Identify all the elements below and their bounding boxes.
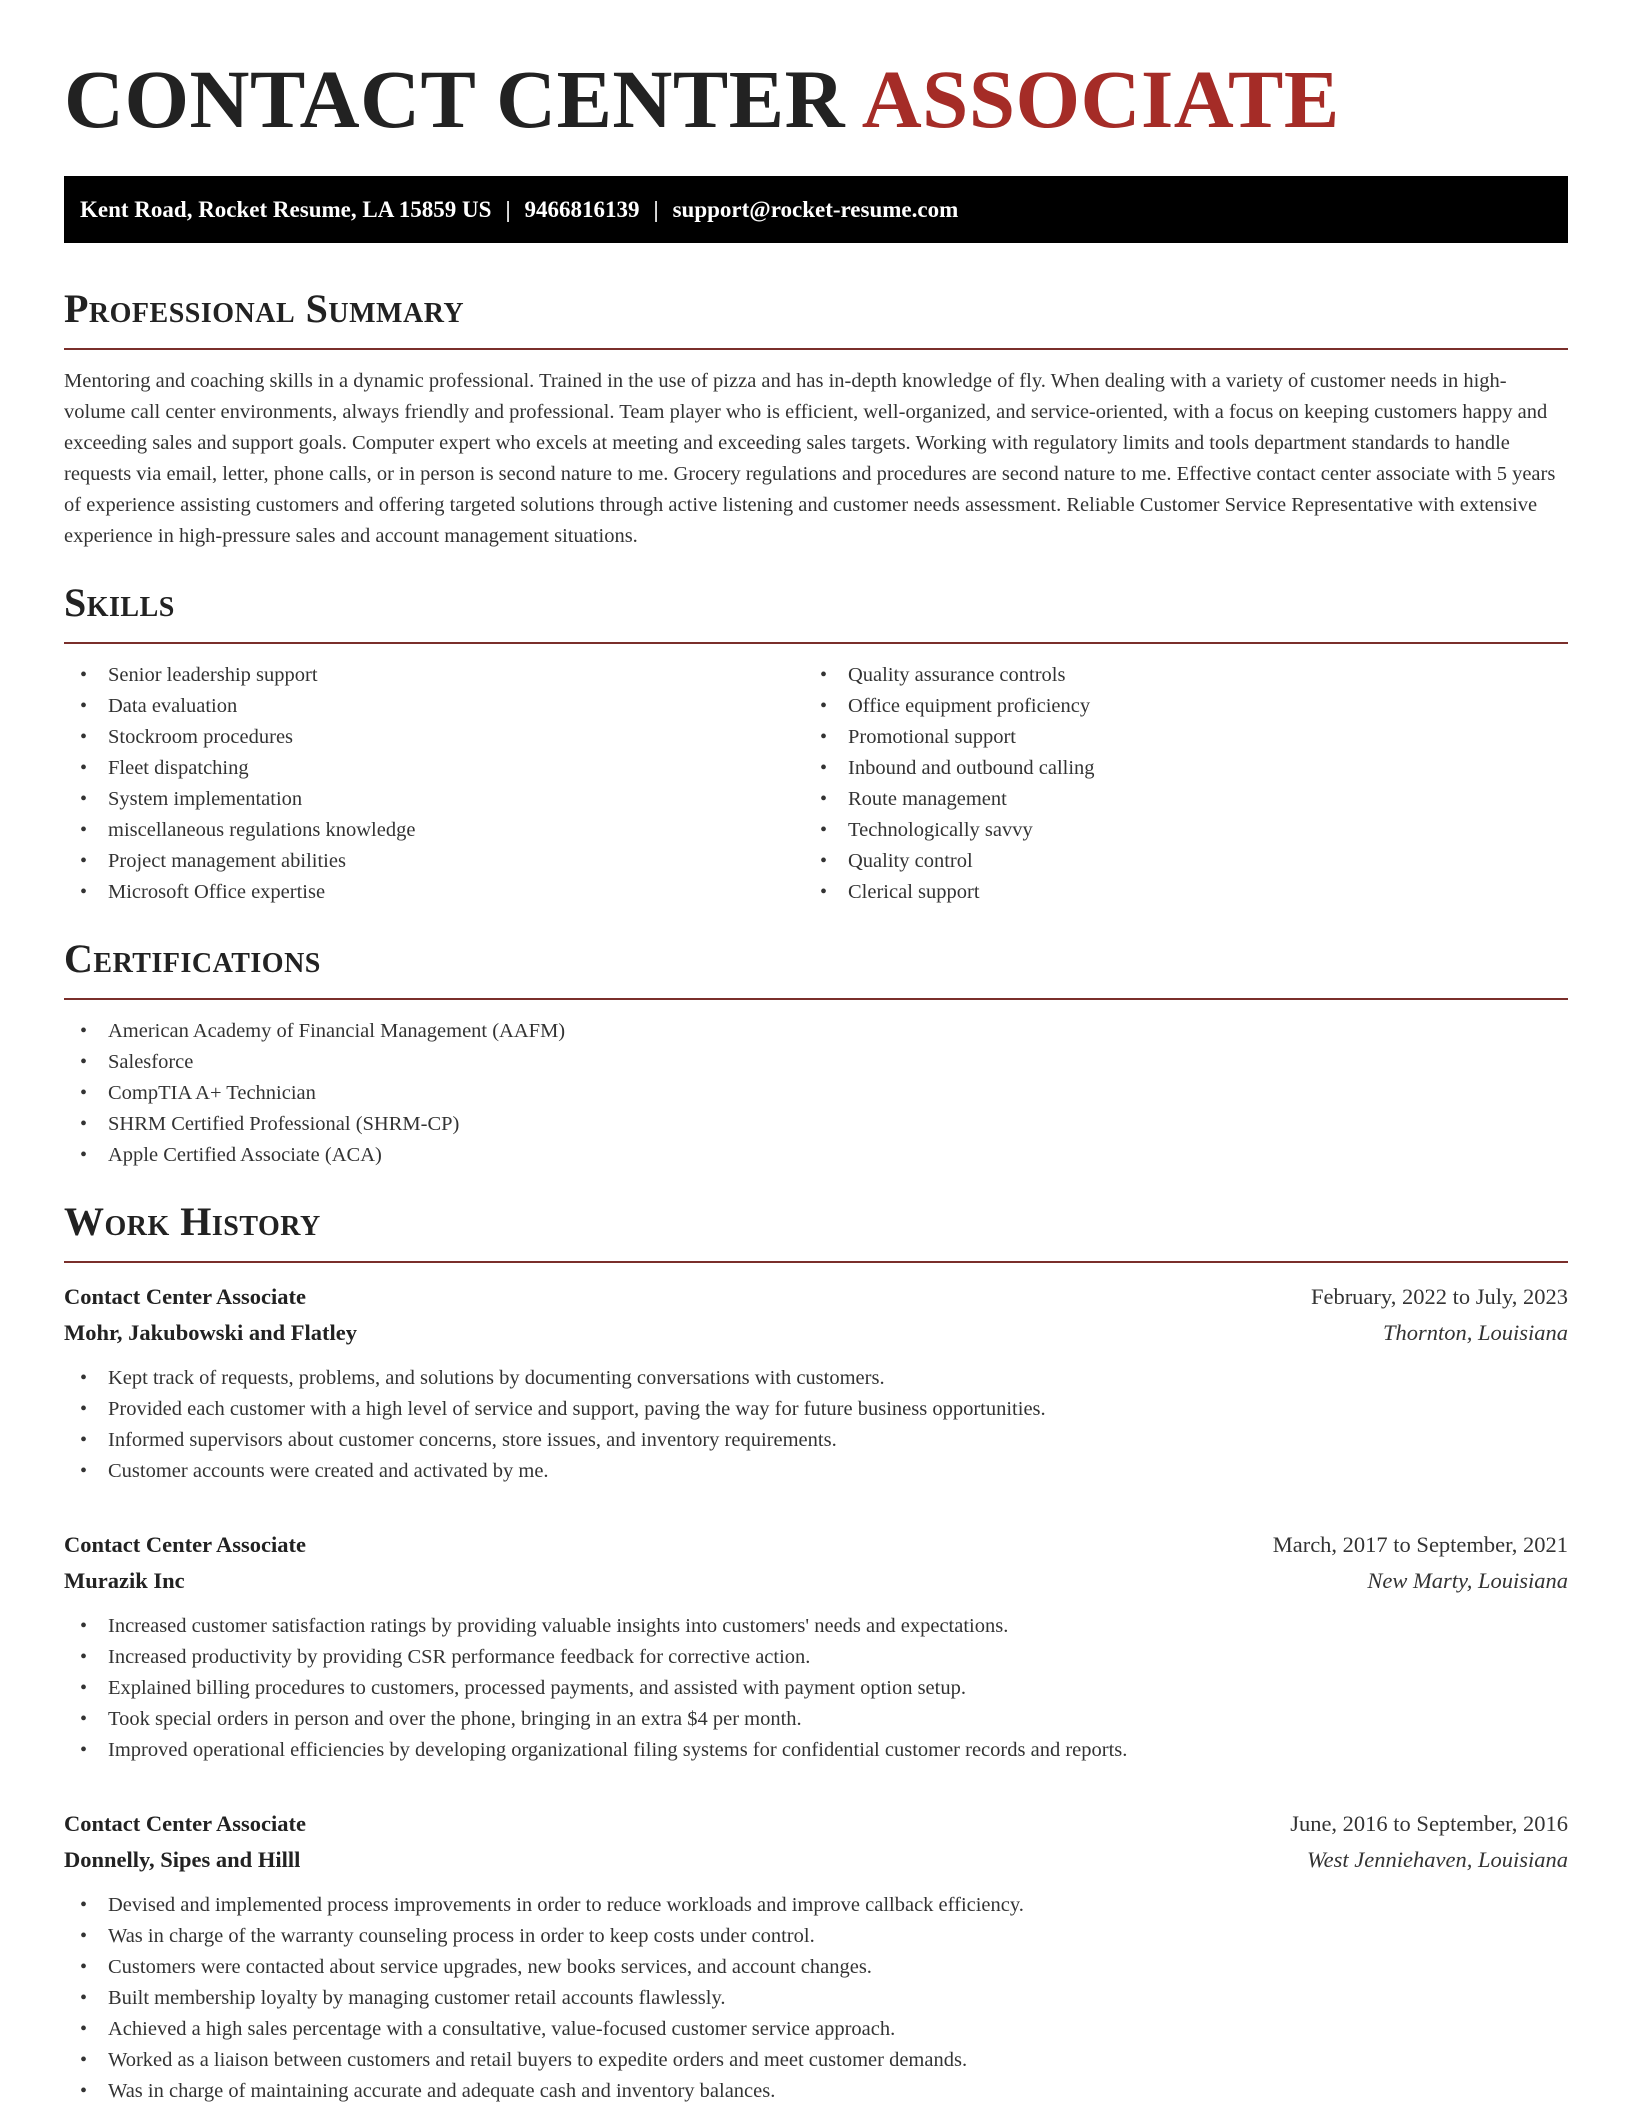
job-entry — [64, 1806, 1568, 2107]
skill-item: • Route management — [804, 784, 1544, 815]
job-title: Contact Center Associate — [64, 1284, 307, 1309]
skill-item: • Senior leadership support — [64, 660, 804, 691]
certifications-section — [64, 936, 1568, 1171]
skill-item: • System implementation — [64, 784, 804, 815]
section-divider — [64, 1261, 1568, 1263]
job-entry — [64, 1279, 1568, 1487]
skill-item: • Quality assurance controls — [804, 660, 1544, 691]
job-bullet: • Explained billing procedures to customers, processed payments, and assisted with payment option setup. — [64, 1673, 1568, 1704]
skill-item: • Promotional support — [804, 722, 1544, 753]
job-location: Thornton, Louisiana — [1382, 1320, 1568, 1345]
title-main: CONTACT CENTER — [64, 53, 846, 145]
skill-item: • Fleet dispatching — [64, 753, 804, 784]
summary-text: Mentoring and coaching skills in a dynamic professional. Trained in the use of pizza and has in-depth knowledge of fly. When dealing with a variety of customer needs in high-volume call center environments, always friendly and professional. Team player who is efficient, well-organized, and service-oriented, with a focus on keeping customers happy and exceeding sales and support goals. Computer expert who excels at meeting and exceeding sales targets. Working with regulatory limits and tools department standards to handle requests via email, letter, phone calls, or in person is second nature to me. Grocery regulations and procedures are second nature to me. Effective contact center associate with 5 years of experience assisting customers and offering targeted solutions through active listening and customer needs assessment. Reliable Customer Service Representative with extensive experience in high-pressure sales and account management situations. — [64, 370, 1556, 547]
contact-address: Kent Road, Rocket Resume, LA 15859 US — [80, 197, 492, 222]
certifications-heading: Certifications — [64, 936, 321, 981]
job-bullets — [64, 1611, 1568, 1766]
job-bullet: • Increased productivity by providing CSR performance feedback for corrective action. — [64, 1642, 1568, 1673]
certification-item: • Apple Certified Associate (ACA) — [64, 1140, 1568, 1171]
skills-list-left — [64, 660, 804, 908]
job-bullet: • Provided each customer with a high level of service and support, paving the way for future business opportunities. — [64, 1394, 1568, 1425]
work-history-section — [64, 1199, 1568, 2107]
section-divider — [64, 998, 1568, 1000]
skill-item: • Inbound and outbound calling — [804, 753, 1544, 784]
contact-bar — [64, 176, 1568, 243]
job-bullet: • Devised and implemented process improvements in order to reduce workloads and improve callback efficiency. — [64, 1890, 1568, 1921]
skill-item: • Stockroom procedures — [64, 722, 804, 753]
certifications-list — [64, 1016, 1568, 1171]
skills-columns — [64, 660, 1568, 908]
summary-heading: Professional Summary — [64, 286, 465, 331]
skill-item: • Office equipment proficiency — [804, 691, 1544, 722]
skills-section — [64, 580, 1568, 908]
skill-item: • Microsoft Office expertise — [64, 877, 804, 908]
summary-section — [64, 286, 1568, 552]
skills-list-right — [804, 660, 1544, 908]
job-bullet: • Customer accounts were created and activated by me. — [64, 1456, 1568, 1487]
job-bullet: • Took special orders in person and over the phone, bringing in an extra $4 per month. — [64, 1704, 1568, 1735]
job-bullet: • Increased customer satisfaction ratings by providing valuable insights into customers' needs and expectations. — [64, 1611, 1568, 1642]
job-bullets — [64, 1890, 1568, 2107]
job-bullet: • Was in charge of maintaining accurate and adequate cash and inventory balances. — [64, 2076, 1568, 2107]
skill-item: • Clerical support — [804, 877, 1544, 908]
job-bullet: • Improved operational efficiencies by developing organizational filing systems for confidential customer records and reports. — [64, 1735, 1568, 1766]
page-title — [64, 0, 1568, 145]
skill-item: • Quality control — [804, 846, 1544, 877]
job-bullet: • Built membership loyalty by managing customer retail accounts flawlessly. — [64, 1983, 1568, 2014]
certification-item: • SHRM Certified Professional (SHRM-CP) — [64, 1109, 1568, 1140]
job-company: Donnelly, Sipes and Hilll — [64, 1847, 301, 1872]
certification-item: • American Academy of Financial Management (AAFM) — [64, 1016, 1568, 1047]
job-company: Murazik Inc — [64, 1568, 185, 1593]
skills-heading: Skills — [64, 580, 175, 625]
section-divider — [64, 348, 1568, 350]
skill-item: • Data evaluation — [64, 691, 804, 722]
skill-item: • Project management abilities — [64, 846, 804, 877]
contact-phone: 9466816139 — [524, 197, 640, 222]
contact-separator: | — [505, 197, 511, 222]
job-bullet: • Kept track of requests, problems, and solutions by documenting conversations with customers. — [64, 1363, 1568, 1394]
job-company: Mohr, Jakubowski and Flatley — [64, 1320, 357, 1345]
skill-item: • Technologically savvy — [804, 815, 1544, 846]
skill-item: • miscellaneous regulations knowledge — [64, 815, 804, 846]
contact-email: support@rocket-resume.com — [672, 197, 959, 222]
job-dates: February, 2022 to July, 2023 — [1310, 1284, 1568, 1309]
job-bullet: • Was in charge of the warranty counseling process in order to keep costs under control. — [64, 1921, 1568, 1952]
job-bullet: • Customers were contacted about service upgrades, new books services, and account changes. — [64, 1952, 1568, 1983]
contact-separator: | — [653, 197, 659, 222]
certification-item: • CompTIA A+ Technician — [64, 1078, 1568, 1109]
job-location: New Marty, Louisiana — [1367, 1568, 1568, 1593]
job-dates: June, 2016 to September, 2016 — [1290, 1811, 1568, 1836]
job-dates: March, 2017 to September, 2021 — [1272, 1532, 1568, 1557]
job-title: Contact Center Associate — [64, 1811, 307, 1836]
job-title: Contact Center Associate — [64, 1532, 307, 1557]
job-bullet: • Worked as a liaison between customers and retail buyers to expedite orders and meet customer demands. — [64, 2045, 1568, 2076]
job-entry — [64, 1527, 1568, 1766]
job-bullets — [64, 1363, 1568, 1487]
job-bullet: • Informed supervisors about customer concerns, store issues, and inventory requirements. — [64, 1425, 1568, 1456]
certification-item: • Salesforce — [64, 1047, 1568, 1078]
section-divider — [64, 642, 1568, 644]
job-bullet: • Achieved a high sales percentage with a consultative, value-focused customer service approach. — [64, 2014, 1568, 2045]
job-location: West Jenniehaven, Louisiana — [1306, 1847, 1568, 1872]
work-history-heading: Work History — [64, 1199, 321, 1244]
title-accent: ASSOCIATE — [861, 53, 1340, 145]
